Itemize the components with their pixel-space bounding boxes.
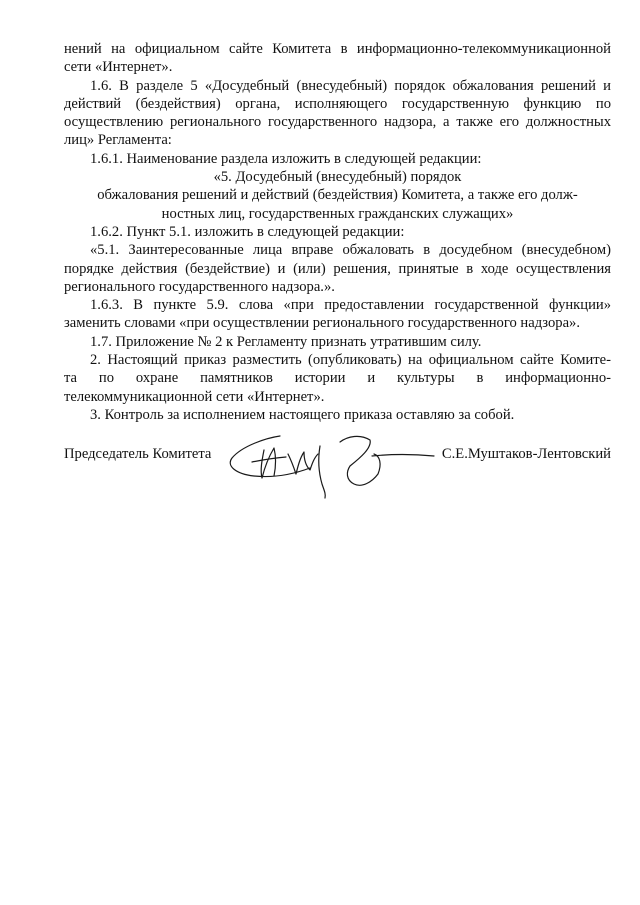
signature-flourish-stroke <box>340 436 380 485</box>
signatory-name: С.Е.Муштаков-Лентовский <box>441 446 611 462</box>
item-1-6-1: 1.6.1. Наименование раздела изложить в следующей редакции: <box>90 150 482 167</box>
handwritten-signature <box>222 424 437 499</box>
section-title-line-2: обжалования решений и действий (бездействия) Комитета, а также его долж- <box>97 187 578 204</box>
quote-5-1-line-2: порядке действия (бездействие) и (или) решения, принятые в ходе осуществления <box>64 260 611 277</box>
item-1-6-continued: действий (бездействия) органа, исполняющего государственную функцию по осуществлению регионального государственного надзора, а также его должностных лиц» Регламента: <box>64 95 611 149</box>
continuation-line-2: сети «Интернет». <box>64 59 173 76</box>
signatory-position: Председатель Комитета <box>64 446 212 462</box>
item-1-6-3: 1.6.3. В пункте 5.9. слова «при предоставлении государственной функции» заменить словами «при осуществлении регионального государственного надзора». <box>64 297 611 332</box>
item-2-line-3: телекоммуникационной сети «Интернет». <box>64 388 325 405</box>
item-2-line-2: та по охране памятников истории и культуры в информационно- <box>64 370 611 387</box>
document-body <box>64 40 611 424</box>
signature-letter-stroke-1 <box>261 448 275 478</box>
item-1-6-2: 1.6.2. Пункт 5.1. изложить в следующей редакции: <box>90 223 405 240</box>
item-3: 3. Контроль за исполнением настоящего приказа оставляю за собой. <box>90 406 515 423</box>
section-title-line-1: «5. Досудебный (внесудебный) порядок <box>213 169 462 186</box>
signature-trailing-line <box>372 455 434 457</box>
quote-5-1-line-3: регионального государственного надзора.». <box>64 278 335 295</box>
signature-descender-stroke <box>319 446 326 498</box>
item-1-6-first-line: 1.6. В разделе 5 «Досудебный (внесудебный) порядок обжалования решений и <box>90 77 611 94</box>
item-2-line-1: 2. Настоящий приказ разместить (опубликовать) на официальном сайте Комите- <box>90 352 611 369</box>
section-title-line-3: ностных лиц, государственных гражданских служащих» <box>161 205 514 222</box>
continuation-line-1: нений на официальном сайте Комитета в информационно-телекоммуникационной <box>64 41 611 57</box>
quote-5-1-line-1: «5.1. Заинтересованные лица вправе обжаловать в досудебном (внесудебном) <box>90 242 611 259</box>
item-1-7: 1.7. Приложение № 2 к Регламенту признать утратившим силу. <box>90 333 482 350</box>
